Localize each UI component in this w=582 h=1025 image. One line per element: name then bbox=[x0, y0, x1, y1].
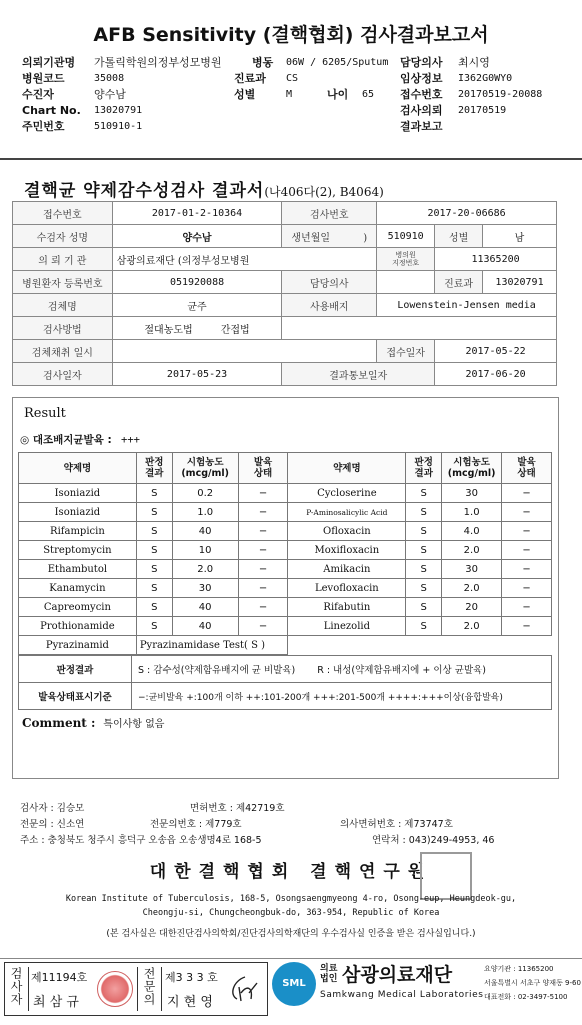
examiner-license: 면허번호 : 제42719호 bbox=[190, 803, 285, 814]
drug-result: S bbox=[406, 484, 442, 503]
control-growth bbox=[20, 432, 140, 447]
comment-text: 특이사항 없음 bbox=[103, 719, 165, 730]
doc-sex: 남 bbox=[483, 225, 557, 248]
drug-result: S bbox=[406, 598, 442, 617]
drug-conc: 2.0 bbox=[442, 541, 502, 560]
empty-cell bbox=[288, 636, 552, 655]
drug-result: S bbox=[406, 617, 442, 636]
examiner-sign-name: 최 삼 규 bbox=[33, 995, 79, 1010]
drug-growth: − bbox=[502, 560, 552, 579]
drug-conc: 40 bbox=[172, 617, 238, 636]
drug-conc: 10 bbox=[172, 541, 238, 560]
drug-name: Capreomycin bbox=[19, 598, 137, 617]
drug-name: Rifampicin bbox=[19, 522, 137, 541]
drug-conc: 30 bbox=[442, 560, 502, 579]
drug-conc: 1.0 bbox=[442, 503, 502, 522]
judge-values bbox=[132, 656, 552, 683]
specialist: 전문의 : 신소연 bbox=[20, 819, 85, 830]
report-title: AFB Sensitivity (결핵협회) 검사결과보고서 bbox=[93, 24, 489, 46]
info-table bbox=[12, 201, 557, 386]
seal-icon bbox=[97, 971, 133, 1007]
method-label: 검사방법 bbox=[13, 317, 113, 340]
req-code-label: 병의원 지정번호 bbox=[377, 248, 435, 271]
drug-row-pyrazinamid bbox=[19, 636, 552, 655]
drug-conc: 20 bbox=[442, 598, 502, 617]
drug-growth: − bbox=[238, 598, 288, 617]
pyrazinamidase-result: Pyrazinamidase Test( S ) bbox=[136, 636, 288, 655]
drug-table-header bbox=[19, 453, 552, 484]
dob-label: 생년월일 bbox=[291, 232, 331, 244]
exam-no: 2017-20-06686 bbox=[377, 202, 557, 225]
drug-conc: 0.2 bbox=[172, 484, 238, 503]
comment-label: Comment : bbox=[22, 716, 96, 730]
drug-name: Kanamycin bbox=[19, 579, 137, 598]
judge-r: R : 내성(약제함유배지에 + 이상 균발육) bbox=[317, 665, 486, 676]
doc-doctor-label: 담당의사 bbox=[282, 271, 377, 294]
drug-growth: − bbox=[238, 484, 288, 503]
drug-growth: − bbox=[238, 503, 288, 522]
certification-note: (본 검사실은 대한진단검사의학회/진단검사의학재단의 우수검사실 인증을 받은 검사실입니다.) bbox=[106, 929, 476, 939]
judge-s: S : 감수성(약제함유배지에 균 비발육) bbox=[138, 665, 296, 676]
dob-paren: ) bbox=[363, 232, 368, 244]
drug-row bbox=[19, 522, 552, 541]
drug-name: Moxifloxacin bbox=[288, 541, 406, 560]
drug-result: S bbox=[136, 541, 172, 560]
clinical-info: I362G0WY0 bbox=[458, 73, 513, 84]
specialist-number: 전문의번호 : 제779호 bbox=[150, 819, 242, 830]
lab-name: 삼광의료재단 bbox=[342, 964, 453, 986]
doc-patient-name: 양수남 bbox=[112, 225, 282, 248]
doc-title-text: 결핵균 약제감수성검사 결과서 bbox=[24, 181, 265, 201]
drug-conc: 2.0 bbox=[172, 560, 238, 579]
growth-value: −:균비발육 +:100개 이하 ++:101-200개 +++:201-500개 ++++:+++이상(융합발육) bbox=[132, 683, 552, 710]
header-label: Chart No. bbox=[22, 104, 81, 117]
drug-growth: − bbox=[502, 617, 552, 636]
medium-label: 사용배지 bbox=[282, 294, 377, 317]
notify-date: 2017-06-20 bbox=[435, 363, 557, 386]
specimen: 균주 bbox=[112, 294, 282, 317]
doc-dept: 13020791 bbox=[483, 271, 557, 294]
header-label: 담당의사 bbox=[400, 56, 443, 69]
test-date: 2017-05-23 bbox=[112, 363, 282, 386]
control-value: +++ bbox=[121, 434, 140, 446]
drug-conc: 2.0 bbox=[442, 617, 502, 636]
header-label: 병원코드 bbox=[22, 72, 65, 85]
drug-result: S bbox=[136, 617, 172, 636]
growth-label: 발육상태표시기준 bbox=[19, 683, 132, 710]
drug-conc: 1.0 bbox=[172, 503, 238, 522]
drug-row bbox=[19, 560, 552, 579]
institute-address-en-2: Cheongju-si, Chungcheongbuk-do, 363-954, Republic of Korea bbox=[142, 908, 440, 918]
drug-growth: − bbox=[238, 579, 288, 598]
drug-growth: − bbox=[238, 617, 288, 636]
requester: 삼광의료재단 (의정부성모병원 bbox=[112, 248, 376, 271]
notify-label: 결과통보일자 bbox=[282, 363, 435, 386]
hosp-reg-label: 병원환자 등록번호 bbox=[13, 271, 113, 294]
drug-result: S bbox=[406, 503, 442, 522]
drug-growth: − bbox=[238, 560, 288, 579]
drug-name: Streptomycin bbox=[19, 541, 137, 560]
drug-conc: 30 bbox=[442, 484, 502, 503]
report-header bbox=[22, 55, 572, 135]
drug-conc: 40 bbox=[172, 598, 238, 617]
drug-row bbox=[19, 598, 552, 617]
department: CS bbox=[286, 73, 299, 84]
drug-conc: 4.0 bbox=[442, 522, 502, 541]
attending-doctor: 최시영 bbox=[458, 56, 490, 69]
drug-conc: 30 bbox=[172, 579, 238, 598]
col-conc: 시험농도 (mcg/ml) bbox=[442, 453, 502, 484]
recv-date: 2017-05-22 bbox=[435, 340, 557, 363]
col-growth: 발육 상태 bbox=[238, 453, 288, 484]
col-drug-name: 약제명 bbox=[19, 453, 137, 484]
header-label: 주민번호 bbox=[22, 120, 65, 133]
dob: 510910 bbox=[377, 225, 435, 248]
header-label: 결과보고 bbox=[400, 120, 443, 133]
specialist-tag: 전문의 bbox=[137, 967, 162, 1011]
drug-result: S bbox=[406, 579, 442, 598]
drug-name: Pyrazinamid bbox=[19, 636, 137, 655]
phone: 연락처 : 043)249-4953, 46 bbox=[372, 835, 495, 846]
header-label: 검사의뢰 bbox=[400, 104, 443, 117]
drug-name: Prothionamide bbox=[19, 617, 137, 636]
drug-name: Ofloxacin bbox=[288, 522, 406, 541]
drug-result: S bbox=[136, 579, 172, 598]
header-label: 진료과 bbox=[234, 72, 266, 85]
method-cell bbox=[112, 317, 282, 340]
signature-icon bbox=[227, 973, 261, 1005]
req-code: 11365200 bbox=[435, 248, 557, 271]
collect-label: 검체채취 일시 bbox=[13, 340, 113, 363]
chart-number: 13020791 bbox=[94, 105, 143, 116]
examiner-tag: 검사자 bbox=[8, 967, 29, 1011]
hospital-name: 가톨릭학원의정부성모병원 bbox=[94, 56, 222, 69]
request-date: 20170519 bbox=[458, 105, 507, 116]
drug-row bbox=[19, 484, 552, 503]
header-label: 성별 bbox=[234, 88, 256, 101]
drug-name: Isoniazid bbox=[19, 484, 137, 503]
medium: Lowenstein-Jensen media bbox=[377, 294, 557, 317]
method-a: 절대농도법 bbox=[144, 324, 193, 336]
signature-box bbox=[4, 962, 268, 1016]
institute-name: 대한결핵협회 결핵연구원 bbox=[149, 862, 433, 882]
drug-row bbox=[19, 503, 552, 522]
exam-no-label: 검사번호 bbox=[282, 202, 377, 225]
receipt-no: 2017-01-2-10364 bbox=[112, 202, 282, 225]
doc-title-code: (나406다(2), B4064) bbox=[264, 185, 384, 199]
drug-result: S bbox=[136, 598, 172, 617]
examiner-license-no: 제11194호 bbox=[31, 971, 88, 984]
drug-name: Linezolid bbox=[288, 617, 406, 636]
header-label: 접수번호 bbox=[400, 88, 443, 101]
receipt-no-label: 접수번호 bbox=[13, 202, 113, 225]
method-b: 간접법 bbox=[220, 324, 250, 336]
dob-cell bbox=[282, 225, 377, 248]
institute-address-en: Korean Institute of Tuberculosis, 168-5, Osongsaengmyeong 4-ro, Osong-eup, Heungdeok-gu, bbox=[65, 894, 517, 904]
doctor-license: 의사면허번호 : 제73747호 bbox=[340, 819, 453, 830]
lab-phone: 대표전화 : 02-3497-5100 bbox=[484, 993, 568, 1001]
drug-result: S bbox=[136, 503, 172, 522]
drug-result: S bbox=[406, 560, 442, 579]
control-label: ◎ 대조배지균발육 : bbox=[20, 434, 112, 446]
requester-label: 의 뢰 기 관 bbox=[13, 248, 113, 271]
drug-result: S bbox=[136, 484, 172, 503]
col-interp: 판정 결과 bbox=[136, 453, 172, 484]
recv-date-label: 접수일자 bbox=[377, 340, 435, 363]
drug-row bbox=[19, 617, 552, 636]
col-drug-name: 약제명 bbox=[288, 453, 406, 484]
drug-name: Isoniazid bbox=[19, 503, 137, 522]
lab-prefix: 의료 법인 bbox=[320, 964, 338, 984]
resident-number: 510910-1 bbox=[94, 121, 143, 132]
drug-growth: − bbox=[502, 503, 552, 522]
sex-label: 성별 bbox=[435, 225, 483, 248]
drug-growth: − bbox=[238, 522, 288, 541]
specialist-license-no: 제3 3 3 호 bbox=[165, 971, 218, 984]
ward: 06W / 6205/Sputum bbox=[286, 57, 389, 68]
result-label: Result bbox=[24, 406, 66, 421]
hosp-reg: 051920088 bbox=[112, 271, 282, 294]
drug-growth: − bbox=[502, 541, 552, 560]
drug-growth: − bbox=[502, 598, 552, 617]
judge-label: 판정결과 bbox=[19, 656, 132, 683]
lab-brand bbox=[270, 960, 582, 1016]
header-label: 임상정보 bbox=[400, 72, 443, 85]
drug-name: Ethambutol bbox=[19, 560, 137, 579]
address: 주소 : 충청북도 청주시 흥덕구 오송읍 오송생명4로 168-5 bbox=[20, 835, 262, 846]
test-date-label: 검사일자 bbox=[13, 363, 113, 386]
lab-code: 요양기관 : 11365200 bbox=[484, 965, 554, 973]
col-conc: 시험농도 (mcg/ml) bbox=[172, 453, 238, 484]
drug-growth: − bbox=[238, 541, 288, 560]
comment bbox=[22, 715, 164, 730]
header-label: 나이 bbox=[327, 88, 349, 101]
col-interp: 판정 결과 bbox=[406, 453, 442, 484]
drug-growth: − bbox=[502, 579, 552, 598]
drug-growth: − bbox=[502, 484, 552, 503]
hospital-code: 35008 bbox=[94, 73, 125, 84]
examiner: 검사자 : 김승모 bbox=[20, 803, 85, 814]
col-growth: 발육 상태 bbox=[502, 453, 552, 484]
drug-name: Rifabutin bbox=[288, 598, 406, 617]
drug-conc: 2.0 bbox=[442, 579, 502, 598]
drug-result: S bbox=[136, 560, 172, 579]
header-label: 병동 bbox=[252, 56, 274, 69]
patient-name: 양수남 bbox=[94, 88, 126, 101]
header-label: 수진자 bbox=[22, 88, 54, 101]
empty-cell bbox=[282, 317, 557, 340]
drug-row bbox=[19, 541, 552, 560]
doc-title bbox=[24, 176, 384, 201]
drug-table bbox=[18, 452, 552, 655]
drug-name: Amikacin bbox=[288, 560, 406, 579]
patient-sex: M bbox=[286, 89, 293, 100]
doc-dept-label: 진료과 bbox=[435, 271, 483, 294]
legend-table bbox=[18, 655, 552, 710]
drug-name: Cycloserine bbox=[288, 484, 406, 503]
accession-number: 20170519-20088 bbox=[458, 89, 543, 100]
doc-doctor bbox=[377, 271, 435, 294]
lab-address: 서울특별시 서초구 양재동 9-60 bbox=[484, 979, 581, 987]
drug-result: S bbox=[136, 522, 172, 541]
header-label: 의뢰기관명 bbox=[22, 56, 76, 69]
specialist-sign-name: 지 현 영 bbox=[167, 995, 213, 1010]
drug-result: S bbox=[406, 541, 442, 560]
lab-logo-icon: SML bbox=[272, 962, 316, 1006]
patient-label: 수검자 성명 bbox=[13, 225, 113, 248]
drug-conc: 40 bbox=[172, 522, 238, 541]
collect-date bbox=[112, 340, 376, 363]
divider bbox=[0, 158, 582, 160]
specimen-label: 검체명 bbox=[13, 294, 113, 317]
patient-age: 65 bbox=[362, 89, 375, 100]
lab-name-en: Samkwang Medical Laboratories bbox=[320, 990, 484, 1000]
drug-name: P-Aminosalicylic Acid bbox=[288, 503, 406, 522]
drug-growth: − bbox=[502, 522, 552, 541]
drug-row bbox=[19, 579, 552, 598]
drug-result: S bbox=[406, 522, 442, 541]
drug-name: Levofloxacin bbox=[288, 579, 406, 598]
